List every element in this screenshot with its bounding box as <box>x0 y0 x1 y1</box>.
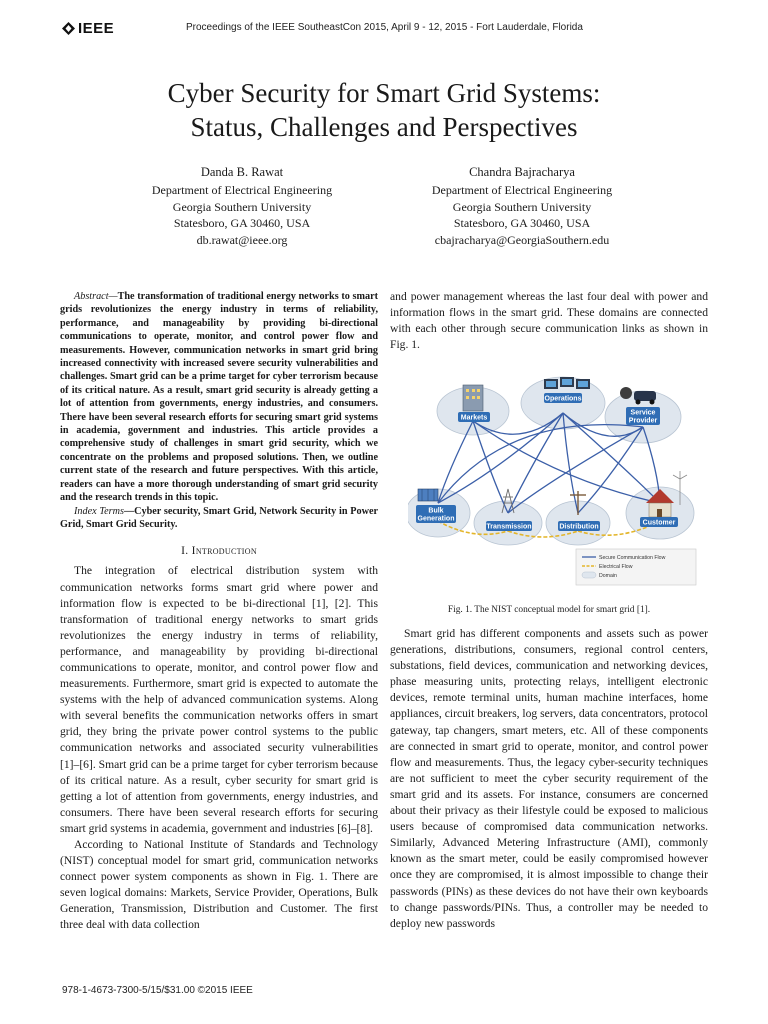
section-heading <box>60 543 378 559</box>
legend-elec: Electrical Flow <box>599 564 633 571</box>
author-email: cbajracharya@GeorgiaSouthern.edu <box>434 232 610 247</box>
label-operations: Operations <box>544 395 582 403</box>
author-city: Statesboro, GA 30460, USA <box>173 216 311 230</box>
right-column <box>390 289 708 930</box>
ieee-logo <box>62 20 114 37</box>
author-block-2 <box>392 164 652 248</box>
author-name: Chandra Bajracharya <box>469 165 575 179</box>
label-service-1: Service <box>630 409 656 417</box>
label-service-2: Provider <box>628 417 658 425</box>
abstract-text: The transformation of traditional energy networks to smart grids revolutionizes the energy industry in terms of reliability, performance, and manageability by providing bi-directional communications to operate, monitor, and control power flow and measurements. However, communication networks in smart grid bring increased connectivity with increased severe security vulnerabilities and challenges. Smart grid can be a prime target for cyber terrorism because of its critical nature. As a result, smart grid security is already getting a lot of attention from governments, energy industries, and consumers. There have been several research efforts for securing smart grid systems in academia, government and industries. This article provides a comprehensive study of challenges in smart grid security, which we concentrate on the problems and proposed solutions. Then, we outline current state of the research and future perspectives. With this article, readers can have a more thorough understanding of smart grid security and the research trends in this topic. <box>60 291 378 504</box>
label-bulk-2: Generation <box>417 515 455 523</box>
label-customer: Customer <box>642 519 676 527</box>
title-line-1: Cyber Security for Smart Grid Systems: <box>167 78 601 108</box>
author-block-1 <box>112 164 372 248</box>
index-terms-text: —Cyber security, Smart Grid, Network Security in Power Grid, Smart Grid Security. <box>60 505 378 530</box>
author-dept: Department of Electrical Engineering <box>431 183 613 197</box>
label-distribution: Distribution <box>559 523 599 531</box>
nist-diagram <box>408 371 698 593</box>
left-column <box>60 290 378 934</box>
body-paragraph: Smart grid has different components and assets such as power generations, distributions, consumers, regional control centers, substations, field devices, communication and networking devices, phase measuring units, protecting relays, intelligent electronic devices, remote terminal units, human machine interfaces, home appliances, circuit breakers, log servers, data concentrators, protocol gateway, tap changers, smart meters, etc. All of these components are connected in smart grid to operate, monitor, and control power flow and measurements. Thus, the legacy cyber-security techniques are not sufficient to meet the cyber security requirement of the smart grid and its assets. For instance, consumers are concerned about their privacy as their lifestyle could be exposed to malicious users because of compromised data communication networks. Similarly, Advanced Metering Infrastructure (AMI), commonly known as the smart meter, could be easily compromised however once they are compromised, it is almost impossible to change their passwords (PINs) as these devices do not have their own keyboards to change passwords/PINs. Thus, a controller may be needed to deploy new passwords <box>390 627 708 930</box>
legend-comm: Secure Communication Flow <box>599 555 666 562</box>
abstract <box>60 290 378 505</box>
figure-caption: Fig. 1. The NIST conceptual model for smart grid [1]. <box>447 605 651 615</box>
body-paragraph: According to National Institute of Standards and Technology (NIST) conceptual model for smart grid, communication networks connect power system components as shown in Fig. 1. There are seven logical domains: Markets, Service Provider, Operations, Bulk Generation, Transmission, Distribution and Customer. The first three deal with data collection <box>60 838 378 932</box>
author-univ: Georgia Southern University <box>172 199 312 214</box>
diagram-legend <box>576 549 696 585</box>
label-bulk-1: Bulk <box>428 507 444 515</box>
figure-nist-model <box>390 363 708 595</box>
paper-title <box>0 76 768 144</box>
copyright-footer: 978-1-4673-7300-5/15/$31.00 ©2015 IEEE <box>62 985 253 996</box>
body-paragraph: The integration of electrical distribution system with communication networks forms smart grid where power and information flow is expected to be bi-directional [1], [2]. This transformation of traditional energy networks to smart grids revolutionizes the energy industry in terms of reliability, performance, and manageability by providing bi-directional communications to operate, monitor, and control power flow and measurements. Furthermore, smart grid is expected to automate the systems with the help of advanced communication systems. Along with several benefits the communication networks offers in smart grid, they bring the private power control systems to the public communication networks and associated security vulnerabilities [1]–[6]. Smart grid can be a prime target for cyber terrorism because of its critical nature. As a result, cyber security for smart grid is getting a lot of attention from governments, energy industries, and consumers. There have been several research efforts for securing smart grid systems in academia, government and industries [6]–[8]. <box>60 564 378 835</box>
author-email: db.rawat@ieee.org <box>196 232 288 247</box>
label-markets: Markets <box>460 414 488 422</box>
author-dept: Department of Electrical Engineering <box>151 183 333 197</box>
section-numeral: I. <box>181 544 192 558</box>
label-transmission: Transmission <box>486 523 532 531</box>
author-city: Statesboro, GA 30460, USA <box>453 216 591 230</box>
abstract-lead: Abstract— <box>74 291 118 302</box>
ieee-diamond-icon <box>62 22 75 35</box>
bulk-generation-icon <box>418 489 438 501</box>
markets-building-icon <box>463 385 483 411</box>
section-title: Introduction <box>191 544 257 558</box>
ieee-logo-text: IEEE <box>78 20 115 37</box>
author-univ: Georgia Southern University <box>452 199 592 214</box>
author-name: Danda B. Rawat <box>200 165 284 179</box>
index-terms-lead: Index Terms <box>74 505 124 517</box>
body-paragraph: and power management whereas the last four deal with power and information flows in the smart grid. These domains are connected with each other through secure communication links as shown in Fig. 1. <box>390 290 708 352</box>
index-terms <box>60 505 378 532</box>
proceedings-header: Proceedings of the IEEE SoutheastCon 2015, April 9 - 12, 2015 - Fort Lauderdale, Florida <box>186 22 583 33</box>
legend-domain: Domain <box>599 573 617 580</box>
title-line-2: Status, Challenges and Perspectives <box>190 112 578 142</box>
right-body <box>390 626 708 932</box>
